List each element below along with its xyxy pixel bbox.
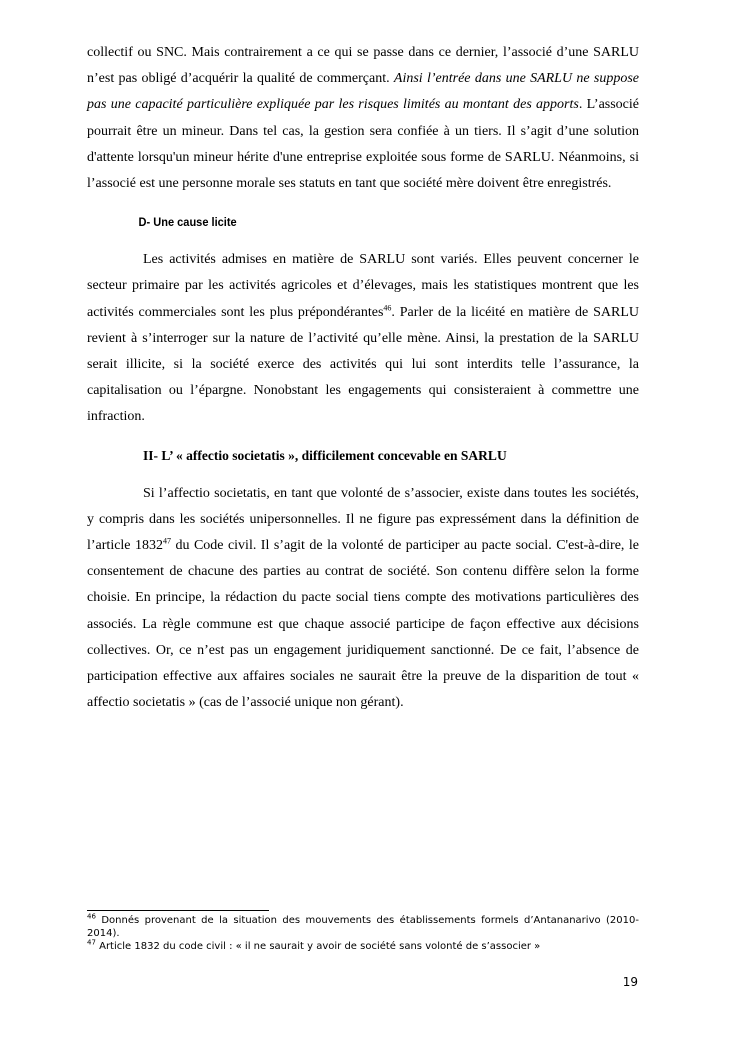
paragraph-cause-licite <box>87 247 639 430</box>
footnote-text: Article 1832 du code civil : « il ne saurait y avoir de société sans volonté de s’associer » <box>95 941 541 952</box>
page-number: 19 <box>622 975 638 989</box>
paragraph-text: collectif ou SNC. Mais contrairement a ce qui se passe dans ce dernier, l’associé d’une SARLU n’est pas obligé d’acquérir la qualité de commerçant. <box>87 45 639 87</box>
footnotes <box>87 914 639 953</box>
footnote-number: 46 <box>87 912 96 921</box>
section-heading-d: D- Une cause licite <box>138 215 237 230</box>
paragraph-text: Les activités admises en matière de SARLU sont variés. Elles peuvent concerner le secteur primaire par les activités agricoles et d’élevages, mais les statistiques montrent que les activités commerciales sont les plus prépondérantes <box>87 252 639 320</box>
footnote-ref-46[interactable]: 46 <box>383 302 392 312</box>
section-heading-ii: II- L’ « affectio societatis », difficilement concevable en SARLU <box>143 447 507 463</box>
footnote-text: Donnés provenant de la situation des mouvements des établissements formels d’Antananarivo (2010-2014). <box>87 915 639 939</box>
paragraph-affectio-societatis <box>87 481 639 717</box>
paragraph-text: Si l’affectio societatis, en tant que volonté de s’associer, existe dans toutes les sociétés, y compris dans les sociétés unipersonnelles. Il ne figure pas expressément dans la définition de l’article 1832 <box>87 485 639 554</box>
footnote-number: 47 <box>87 938 96 947</box>
page-body <box>87 40 639 716</box>
paragraph-text: du Code civil. Il s’agit de la volonté de participer au pacte social. C'est-à-dire, le consentement de chacune des parties au contrat de société. Son contenu diffère selon la forme choisie. En principe, la rédaction du pacte social tiens compte des motivations particulières des associés. La règle commune est que chaque associé participe de façon effective aux décisions collectives. Or, ce n’est pas un engagement juridiquement sanctionné. De ce fait, l’absence de participation effective aux affaires sociales ne saurait être la preuve de la disparition de tout « affectio societatis » (cas de l’associé unique non gérant). <box>87 538 639 711</box>
footnote-ref-47[interactable]: 47 <box>163 536 171 546</box>
paragraph-text: . Parler de la licéité en matière de SARLU revient à s’interroger sur la nature de l’activité qu’elle mène. Ainsi, la prestation de la SARLU serait illicite, si la société exerce des activités qui lui sont interdits telle l’assurance, la capitalisation ou l’épargne. Nonobstant les engagements qui consisteraient à commettre une infraction. <box>87 304 639 425</box>
footnote-46 <box>87 914 639 940</box>
footnote-47 <box>87 940 639 953</box>
paragraph-text: . L’associé pourrait être un mineur. Dans tel cas, la gestion sera confiée à un tiers. Il s’agit d’une solution d'attente lorsqu'un mineur hérite d'une entreprise exploitée sous forme de SARLU. Néanmoins, si l’associé est une personne morale ses statuts en tant que société mère doivent être enregistrés. <box>87 97 640 192</box>
paragraph-italic-text: Ainsi l’entrée dans une SARLU ne suppose pas une capacité particulière expliquée par les risques limités au montant des apports <box>87 71 640 113</box>
paragraph-associe-unique <box>87 40 639 197</box>
footnote-divider <box>87 910 269 911</box>
